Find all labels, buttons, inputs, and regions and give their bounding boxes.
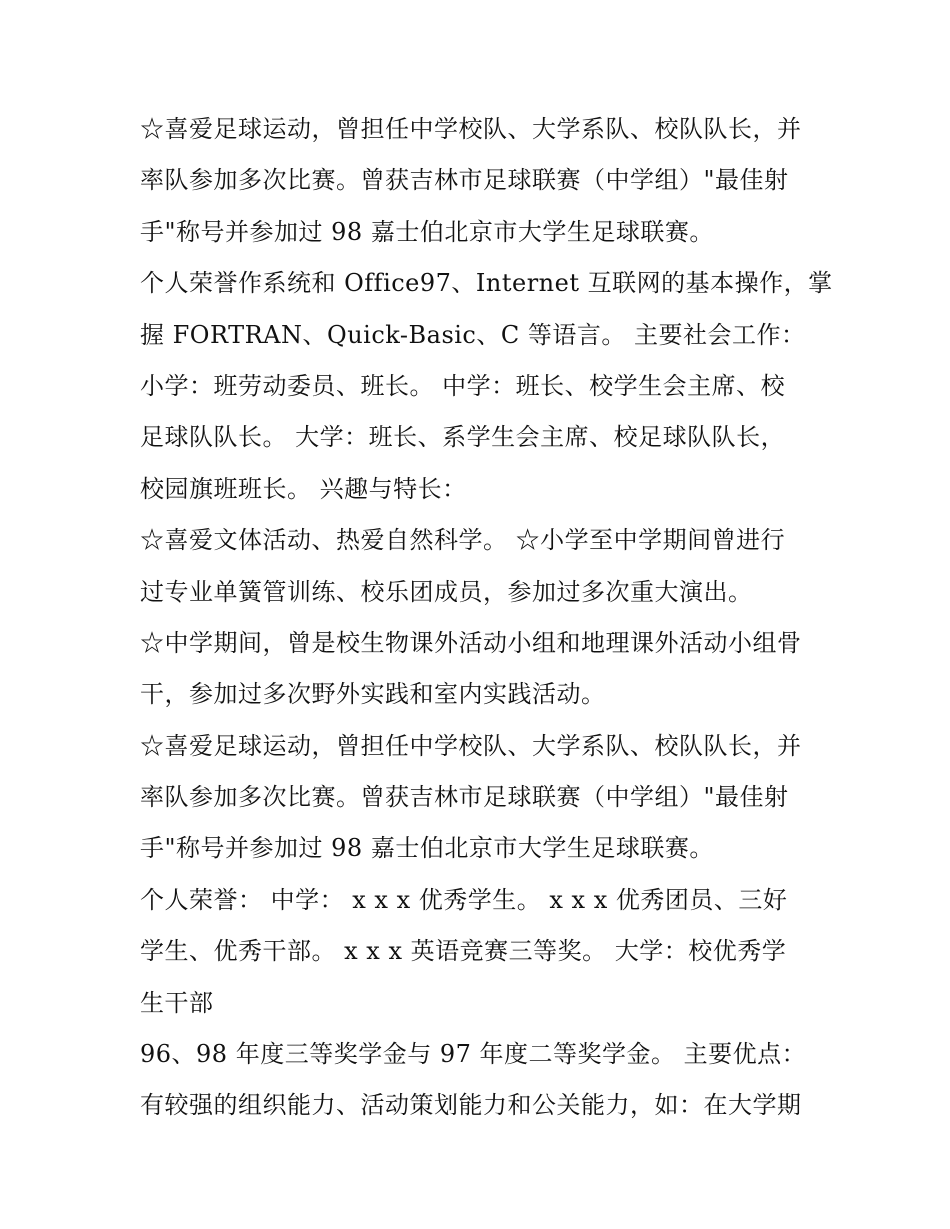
text-line: ☆喜爱足球运动，曾担任中学校队、大学系队、校队队长，并 [140,115,802,143]
document-body [140,104,833,1132]
text-line: ☆喜爱文体活动、热爱自然科学。 ☆小学至中学期间曾进行 [140,526,786,555]
text-line: 足球队队长。 大学：班长、系学生会主席、校足球队队长， [140,423,786,452]
text-line: ☆喜爱足球运动，曾担任中学校队、大学系队、校队队长，并 [140,731,802,760]
text-line: ☆中学期间，曾是校生物课外活动小组和地理课外活动小组骨 [140,628,802,657]
text-line: 握 FORTRAN、Quick-Basic、C 等语言。 主要社会工作： [140,320,806,349]
text-line: 生干部 [140,988,214,1017]
text-line: 率队参加多次比赛。曾获吉林市足球联赛（中学组）"最佳射 [140,166,789,195]
text-line: 手"称号并参加过 98 嘉士伯北京市大学生足球联赛。 [140,834,714,863]
text-line: 个人荣誉： 中学： x x x 优秀学生。 x x x 优秀团员、三好 [140,885,788,914]
text-line: 过专业单簧管训练、校乐团成员，参加过多次重大演出。 [140,577,753,606]
text-line: 96、98 年度三等奖学金与 97 年度二等奖学金。 主要优点： [140,1040,807,1069]
text-line: 手"称号并参加过 98 嘉士伯北京市大学生足球联赛。 [140,217,714,246]
text-line: 有较强的组织能力、活动策划能力和公关能力，如：在大学期 [140,1091,802,1120]
text-line: 校园旗班班长。 兴趣与特长： [140,474,467,503]
text-line: 率队参加多次比赛。曾获吉林市足球联赛（中学组）"最佳射 [140,783,789,812]
text-line: 学生、优秀干部。 x x x 英语竞赛三等奖。 大学：校优秀学 [140,937,787,966]
text-line: 个人荣誉作系统和 Office97、Internet 互联网的基本操作，掌 [140,269,833,298]
text-line: 干，参加过多次野外实践和室内实践活动。 [140,680,606,709]
text-line: 小学：班劳动委员、班长。 中学：班长、校学生会主席、校 [140,371,786,400]
